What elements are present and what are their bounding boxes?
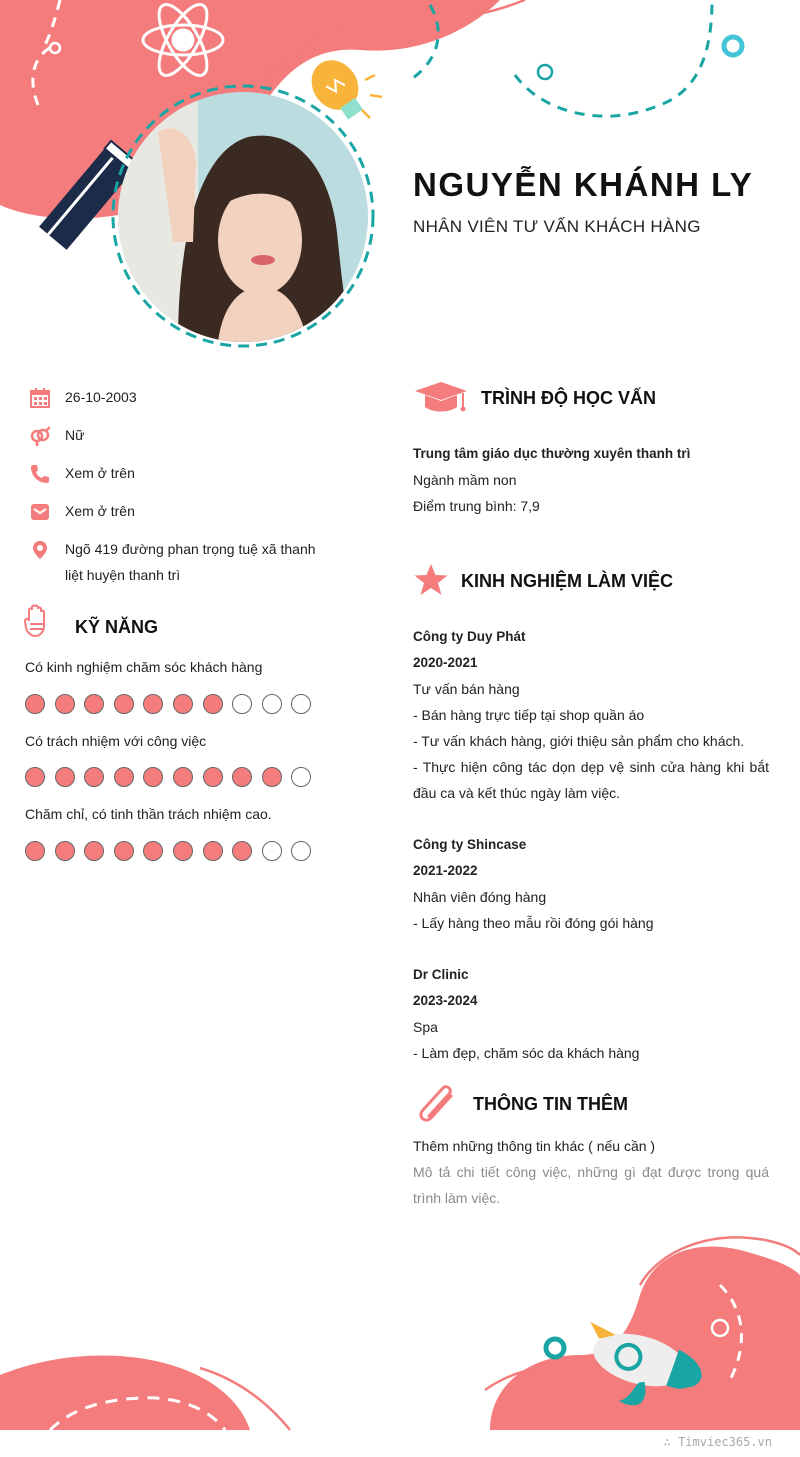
email-icon <box>30 502 50 522</box>
phone-icon <box>30 464 50 484</box>
additional-line: Thêm những thông tin khác ( nếu cần ) <box>413 1138 656 1154</box>
paperclip-icon <box>415 1082 459 1126</box>
address-value: Ngõ 419 đường phan trọng tuệ xã thanh liệt huyện thanh trì <box>65 541 316 583</box>
rating-dot-empty <box>262 694 282 714</box>
rating-dot-empty <box>262 841 282 861</box>
job-entry <box>413 832 769 936</box>
rating-dot-filled <box>203 841 223 861</box>
company-name: Công ty Duy Phát <box>413 629 526 644</box>
skills-title: KỸ NĂNG <box>75 617 159 637</box>
job-period: 2023-2024 <box>413 993 478 1008</box>
gender-row <box>30 422 330 448</box>
rating-dot-filled <box>203 694 223 714</box>
rating-dot-filled <box>173 694 193 714</box>
education-section <box>413 441 769 519</box>
rating-dot-filled <box>143 694 163 714</box>
additional-title: THÔNG TIN THÊM <box>473 1094 628 1114</box>
calendar-icon <box>30 388 50 408</box>
additional-section <box>413 1133 769 1211</box>
birthday-row <box>30 384 330 410</box>
profile-photo <box>118 92 368 342</box>
rating-dot-filled <box>84 694 104 714</box>
company-name: Dr Clinic <box>413 967 469 982</box>
skill-label: Có trách nhiệm với công việc <box>25 733 207 749</box>
phone-value: Xem ở trên <box>65 465 135 481</box>
additional-description: Mô tả chi tiết công việc, những gì đạt được trong quá trình làm việc. <box>413 1164 769 1206</box>
email-value: Xem ở trên <box>65 503 135 519</box>
rating-dot-filled <box>55 694 75 714</box>
rating-dot-filled <box>143 841 163 861</box>
job-entry <box>413 624 769 806</box>
job-detail: - Làm đẹp, chăm sóc da khách hàng <box>413 1045 640 1061</box>
job-position: Nhân viên đóng hàng <box>413 889 547 905</box>
rating-dot-filled <box>143 767 163 787</box>
job-detail: - Thực hiện công tác dọn dẹp vệ sinh cửa hàng khi bắt đầu ca và kết thúc ngày làm việc. <box>413 759 769 801</box>
job-period: 2021-2022 <box>413 863 478 878</box>
rating-dot-filled <box>114 767 134 787</box>
rating-dot-filled <box>84 841 104 861</box>
major: Ngành mầm non <box>413 472 517 488</box>
rating-dot-filled <box>232 767 252 787</box>
avatar-portrait <box>118 92 368 342</box>
rating-dot-filled <box>173 841 193 861</box>
rating-dot-filled <box>173 767 193 787</box>
job-position: Tư vấn bán hàng <box>413 681 520 697</box>
graduation-cap-icon <box>413 381 469 415</box>
company-name: Công ty Shincase <box>413 837 527 852</box>
rating-dot-filled <box>55 841 75 861</box>
job-detail: - Bán hàng trực tiếp tại shop quần áo <box>413 707 645 723</box>
birthday-value: 26-10-2003 <box>65 389 137 405</box>
rating-dot-empty <box>291 694 311 714</box>
hand-icon <box>24 604 48 638</box>
location-icon <box>30 540 50 560</box>
rating-dot-filled <box>25 767 45 787</box>
email-row <box>30 498 330 524</box>
address-row <box>30 536 330 588</box>
rating-dot-filled <box>55 767 75 787</box>
rating-dot-filled <box>232 841 252 861</box>
job-detail: - Tư vấn khách hàng, giới thiệu sản phẩm cho khách. <box>413 733 745 749</box>
education-title: TRÌNH ĐỘ HỌC VẤN <box>481 388 656 408</box>
job-period: 2020-2021 <box>413 655 478 670</box>
gpa: Điểm trung bình: 7,9 <box>413 498 540 514</box>
job-detail: - Lấy hàng theo mẫu rồi đóng gói hàng <box>413 915 654 931</box>
rating-dot-empty <box>232 694 252 714</box>
rating-dot-filled <box>25 694 45 714</box>
job-title: NHÂN VIÊN TƯ VẤN KHÁCH HÀNG <box>413 217 701 236</box>
school-name: Trung tâm giáo dục thường xuyên thanh trì <box>413 446 691 461</box>
gender-icon <box>30 426 50 446</box>
skill-rating <box>25 841 325 865</box>
rating-dot-filled <box>114 694 134 714</box>
star-icon <box>413 563 449 597</box>
job-entry <box>413 962 769 1066</box>
rating-dot-filled <box>84 767 104 787</box>
rating-dot-filled <box>262 767 282 787</box>
watermark: ∴ Timviec365.vn <box>663 1435 772 1449</box>
rating-dot-filled <box>114 841 134 861</box>
phone-row <box>30 460 330 486</box>
rating-dot-filled <box>203 767 223 787</box>
rating-dot-empty <box>291 841 311 861</box>
rating-dot-filled <box>25 841 45 861</box>
skill-rating <box>25 767 325 791</box>
skill-rating <box>25 694 325 718</box>
job-position: Spa <box>413 1019 438 1035</box>
gender-value: Nữ <box>65 427 85 443</box>
rating-dot-empty <box>291 767 311 787</box>
skill-label: Có kinh nghiệm chăm sóc khách hàng <box>25 659 263 675</box>
skill-label: Chăm chỉ, có tinh thần trách nhiệm cao. <box>25 806 272 822</box>
candidate-name: NGUYỄN KHÁNH LY <box>413 166 754 203</box>
experience-title: KINH NGHIỆM LÀM VIỆC <box>461 571 674 591</box>
